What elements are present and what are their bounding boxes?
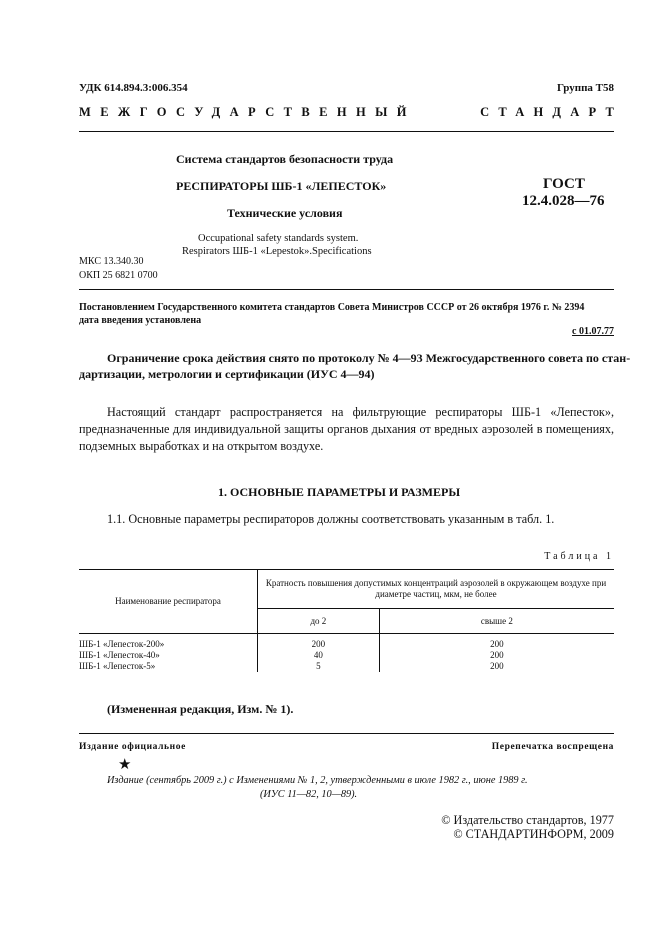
interstate-label: МЕЖГОСУДАРСТВЕННЫЙ [79, 105, 416, 119]
table-row [79, 634, 614, 651]
english-title-line1: Occupational safety standards system. [198, 233, 359, 244]
english-title-line2: Respirators ШБ-1 «Lepestok».Specifications [182, 246, 372, 257]
edition-line2: (ИУС 11—82, 10—89). [260, 789, 358, 800]
technical-conditions: Технические условия [227, 206, 343, 220]
header-over-2: свыше 2 [379, 609, 614, 634]
row-value-over-2: 200 [490, 661, 504, 671]
header-concentration: Кратность повышения допустимых концентраций аэрозолей в окружающем воздухе при диаметре частиц, мкм, не более [258, 570, 615, 609]
gost-number: 12.4.028—76 [522, 193, 605, 209]
footer-rule [79, 733, 614, 734]
row-value-up-to-2: 5 [258, 661, 380, 672]
okp-code: ОКП 25 6821 0700 [79, 270, 158, 281]
header-name: Наименование респиратора [79, 570, 258, 634]
edition-line1: Издание (сентябрь 2009 г.) с Изменениями № 1, 2, утвержденными в июле 1982 г., июне 1989 г. [107, 775, 528, 786]
row-value-over-2: 200 [490, 650, 504, 660]
introduction-date: с 01.07.77 [572, 326, 614, 337]
row-name: ШБ-1 «Лепесток-40» [79, 650, 258, 661]
table-caption: Таблица 1 [544, 551, 614, 562]
parameters-table [79, 569, 614, 672]
clause-1-1: 1.1. Основные параметры респираторов должны соответствовать указанным в табл. 1. [107, 512, 555, 526]
row-value-up-to-2: 40 [258, 650, 380, 661]
gost-label: ГОСТ [543, 176, 585, 192]
limitation-line2: дартизации, метрологии и сертификации (ИУС 4—94) [79, 367, 375, 381]
star-icon: ★ [118, 757, 132, 773]
decree-line1: Постановлением Государственного комитета стандартов Совета Министров СССР от 26 октября 1976 г. № 2394 [79, 302, 585, 313]
table-row [79, 661, 614, 672]
row-name: ШБ-1 «Лепесток-5» [79, 661, 258, 672]
codes-rule [79, 289, 614, 290]
header-up-to-2: до 2 [258, 609, 380, 634]
row-name: ШБ-1 «Лепесток-200» [79, 634, 258, 651]
copyright-2009: © СТАНДАРТИНФОРМ, 2009 [453, 827, 614, 841]
header-rule [79, 131, 614, 132]
decree-line2: дата введения установлена [79, 315, 202, 326]
copyright-1977: © Издательство стандартов, 1977 [441, 813, 614, 827]
row-value-over-2: 200 [490, 639, 504, 649]
section-heading: 1. ОСНОВНЫЕ ПАРАМЕТРЫ И РАЗМЕРЫ [218, 485, 461, 499]
intro-paragraph: Настоящий стандарт распространяется на фильтрующие респираторы ШБ-1 «Лепесток», предназначенные для индивидуальной защиты органов дыхания от вредных аэрозолей в помещениях, подземных выработках и на открытом воздухе. [79, 405, 614, 453]
official-edition: Издание официальное [79, 742, 186, 752]
table-row [79, 650, 614, 661]
document-title: РЕСПИРАТОРЫ ШБ-1 «ЛЕПЕСТОК» [176, 179, 387, 193]
limitation-line1: Ограничение срока действия снято по протоколу № 4—93 Межгосударственного совета по стан- [107, 351, 631, 365]
standard-label: СТАНДАРТ [480, 105, 623, 119]
system-title: Система стандартов безопасности труда [176, 152, 394, 166]
udk-code: УДК 614.894.3:006.354 [79, 82, 188, 94]
group-code: Группа Т58 [556, 82, 614, 94]
amended-note: (Измененная редакция, Изм. № 1). [107, 702, 294, 716]
row-value-up-to-2: 200 [258, 634, 380, 651]
reprint-prohibited: Перепечатка воспрещена [491, 742, 614, 752]
mks-code: МКС 13.340.30 [79, 256, 144, 267]
